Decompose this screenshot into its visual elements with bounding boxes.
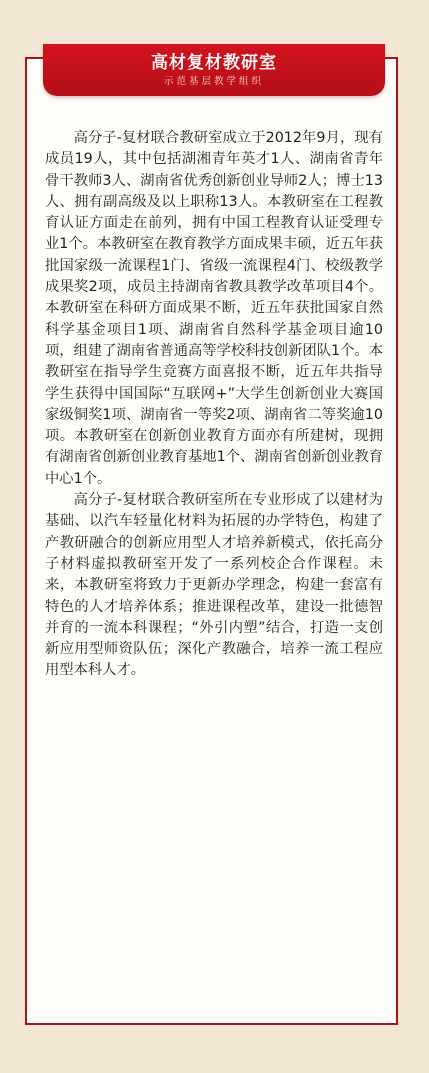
paragraph: 高分子-复材联合教研室所在专业形成了以建材为基础、以汽车轻量化材料为拓展的办学特色，构建了产教研融合的创新应用型人才培养新模式，依托高分子材料虚拟教研室开发了一系列校企合作课程。未来，本教研室将致力于更新办学理念，构建一套富有特色的人才培养体系；推进课程改革，建设一批德智并育的一流本科课程；“外引内塑”结合，打造一支创新应用型师资队伍；深化产教融合，培养一流工程应用型本科人才。 (45, 492, 383, 679)
page-title: 高材复材教研室 (151, 53, 277, 73)
title-banner (43, 44, 385, 96)
article-body (45, 128, 383, 682)
page-subtitle: 示范基层教学组织 (163, 76, 264, 87)
paragraph: 高分子-复材联合教研室成立于2012年9月，现有成员19人，其中包括湖湘青年英才1人、湖南省青年骨干教师3人、湖南省优秀创新创业导师2人；博士13人、拥有副高级及以上职称13人。本教研室在工程教育认证方面走在前列，拥有中国工程教育认证受理专业1个。本教研室在教育教学方面成果丰硕，近五年获批国家级一流课程1门、省级一流课程4门、校级教学成果奖2项，成员主持湖南省教具教学改革项目4个。本教研室在科研方面成果不断，近五年获批国家自然科学基金项目1项、湖南省自然科学基金项目逾10项，组建了湖南省普通高等学校科技创新团队1个。本教研室在指导学生竞赛方面喜报不断，近五年共指导学生获得中国国际“互联网+”大学生创新创业大赛国家级铜奖1项、湖南省一等奖2项、湖南省二等奖逾10项。本教研室在创新创业教育方面亦有所建树，现拥有湖南省创新创业教育基地1个、湖南省创新创业教育中心1个。 (45, 130, 383, 487)
